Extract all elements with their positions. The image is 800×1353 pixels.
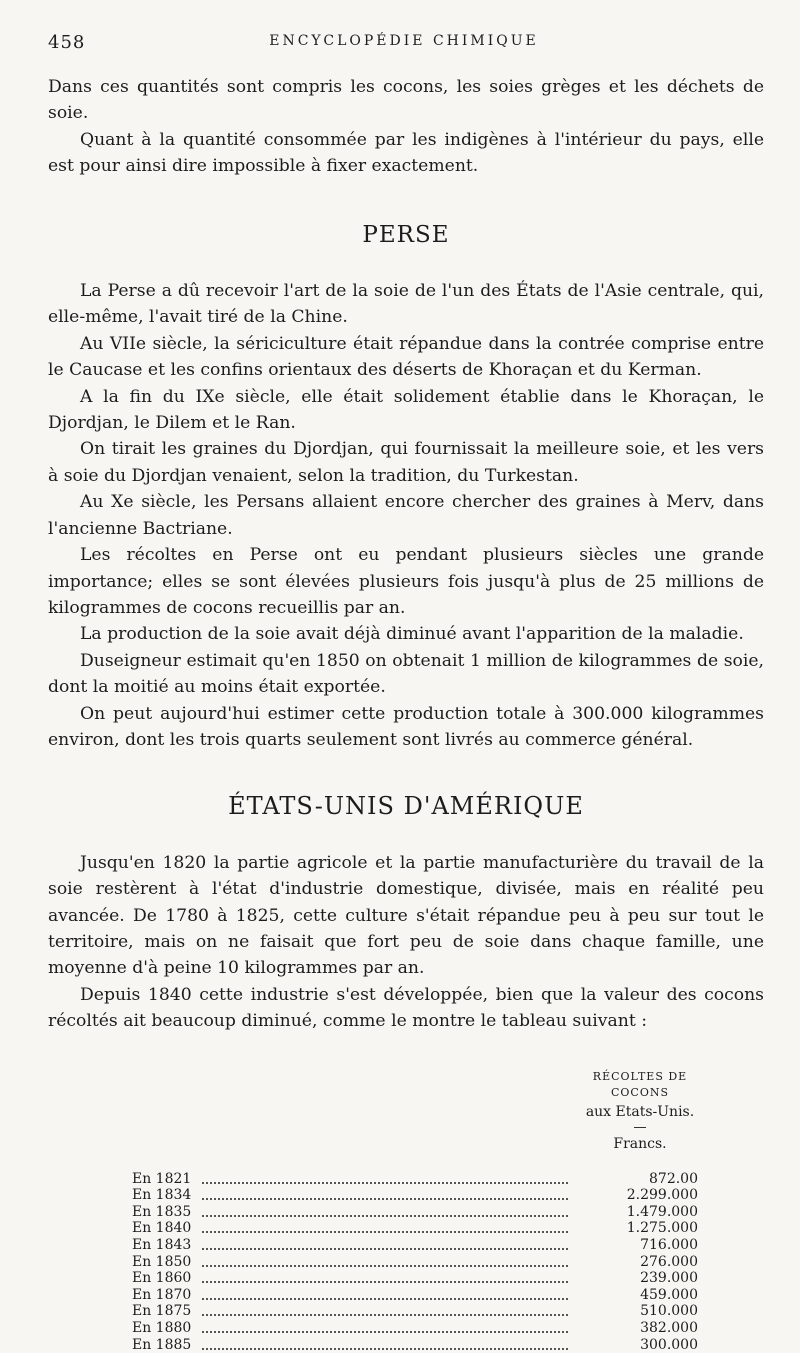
page-header [48, 32, 760, 56]
paragraph: On peut aujourd'hui estimer cette production totale à 300.000 kilogrammes environ, dont les trois quarts seulement sont livrés au commerce général. [48, 703, 764, 750]
year-cell: En 1843 [132, 1236, 192, 1253]
paragraph: Depuis 1840 cette industrie s'est développée, bien que la valeur des cocons récoltés ait beaucoup diminué, comme le montre le tableau suivant : [48, 984, 764, 1032]
year-cell: En 1860 [132, 1270, 192, 1287]
heading-rule [634, 1127, 646, 1128]
page-number: 458 [48, 32, 86, 53]
table-rows [132, 1171, 698, 1353]
table-row [132, 1237, 698, 1254]
year-cell: En 1835 [132, 1203, 192, 1220]
section-heading-usa: ÉTATS-UNIS D'AMÉRIQUE [228, 792, 584, 821]
paragraph: Jusqu'en 1820 la partie agricole et la partie manufacturière du travail de la soie restèrent à l'état d'industrie domestique, divisée, mais en réalité peu avancée. De 1780 à 1825, cette culture s'était répandue peu à peu sur tout le territoire, mais on ne faisait que fort peu de soie dans chaque famille, une moyenne d'à peine 10 kilogrammes par an. [48, 852, 764, 979]
paragraph: Au Xe siècle, les Persans allaient encore chercher des graines à Merv, dans l'ancienne Bactriane. [48, 492, 764, 539]
dot-leader [202, 1272, 568, 1283]
value-cell: 300.000 [640, 1336, 698, 1353]
intro-paragraph-2: Quant à la quantité consommée par les indigènes à l'intérieur du pays, elle est pour ainsi dire impossible à fixer exactement. [48, 129, 764, 177]
table-row [132, 1187, 698, 1204]
year-cell: En 1821 [132, 1170, 192, 1187]
dot-leader [202, 1239, 568, 1250]
paragraph: Les récoltes en Perse ont eu pendant plusieurs siècles une grande importance; elles se sont élevées plusieurs fois jusqu'à plus de 25 millions de kilogrammes de cocons recueillis par an. [48, 545, 764, 618]
value-cell: 872.00 [649, 1170, 698, 1187]
paragraph: On tirait les graines du Djordjan, qui fournissait la meilleure soie, et les vers à soie du Djordjan venaient, selon la tradition, du Turkestan. [48, 439, 764, 486]
paragraph: La production de la soie avait déjà diminué avant l'apparition de la maladie. [80, 624, 744, 645]
table-row [132, 1287, 698, 1304]
year-cell: En 1875 [132, 1303, 192, 1320]
text-body [48, 74, 764, 1353]
paragraph: Duseigneur estimait qu'en 1850 on obtenait 1 million de kilogrammes de soie, dont la moitié au moins était exportée. [48, 650, 764, 698]
cocoon-harvest-table [48, 1069, 764, 1353]
dot-leader [202, 1305, 568, 1316]
dot-leader [202, 1189, 568, 1200]
paragraph: La Perse a dû recevoir l'art de la soie de l'un des États de l'Asie centrale, qui, elle-même, l'avait tiré de la Chine. [48, 281, 764, 328]
paragraph: Au VIIe siècle, la sériciculture était répandue dans la contrée comprise entre le Caucase et les confins orientaux des déserts de Khoraçan et du Kerman. [48, 333, 764, 381]
dot-leader [202, 1206, 568, 1217]
value-cell: 382.000 [640, 1319, 698, 1336]
table-heading [570, 1069, 710, 1154]
year-cell: En 1870 [132, 1286, 192, 1303]
table-title: RÉCOLTES DE COCONS [592, 1069, 688, 1099]
table-row [132, 1254, 698, 1271]
dot-leader [202, 1173, 568, 1184]
value-cell: 239.000 [640, 1270, 698, 1287]
year-cell: En 1885 [132, 1336, 192, 1353]
value-cell: 276.000 [640, 1253, 698, 1270]
dot-leader [202, 1222, 568, 1233]
value-cell: 1.479.000 [626, 1203, 698, 1220]
table-row [132, 1171, 698, 1188]
intro-paragraph-1: Dans ces quantités sont compris les cocons, les soies grèges et les déchets de soie. [48, 77, 764, 124]
table-subtitle: aux Etats-Unis. [585, 1103, 695, 1120]
paragraph: A la fin du IXe siècle, elle était solidement établie dans le Khoraçan, le Djordjan, le Dilem et le Ran. [48, 386, 764, 434]
value-cell: 1.275.000 [626, 1220, 698, 1237]
running-title: ENCYCLOPÉDIE CHIMIQUE [269, 33, 539, 49]
unit-label: Francs. [613, 1135, 667, 1152]
value-cell: 716.000 [640, 1236, 698, 1253]
year-cell: En 1880 [132, 1319, 192, 1336]
table-row [132, 1303, 698, 1320]
value-cell: 510.000 [640, 1303, 698, 1320]
dot-leader [202, 1339, 568, 1350]
perse-section [48, 278, 764, 753]
dot-leader [202, 1289, 568, 1300]
table-row [132, 1270, 698, 1287]
year-cell: En 1850 [132, 1253, 192, 1270]
value-cell: 2.299.000 [626, 1187, 698, 1204]
value-cell: 459.000 [640, 1286, 698, 1303]
section-heading-perse: PERSE [362, 221, 450, 248]
year-cell: En 1840 [132, 1220, 192, 1237]
table-row [132, 1204, 698, 1221]
usa-section [48, 850, 764, 1035]
table-row [132, 1320, 698, 1337]
table-row [132, 1220, 698, 1237]
year-cell: En 1834 [132, 1187, 192, 1204]
table-row [132, 1337, 698, 1353]
dot-leader [202, 1322, 568, 1333]
dot-leader [202, 1256, 568, 1267]
